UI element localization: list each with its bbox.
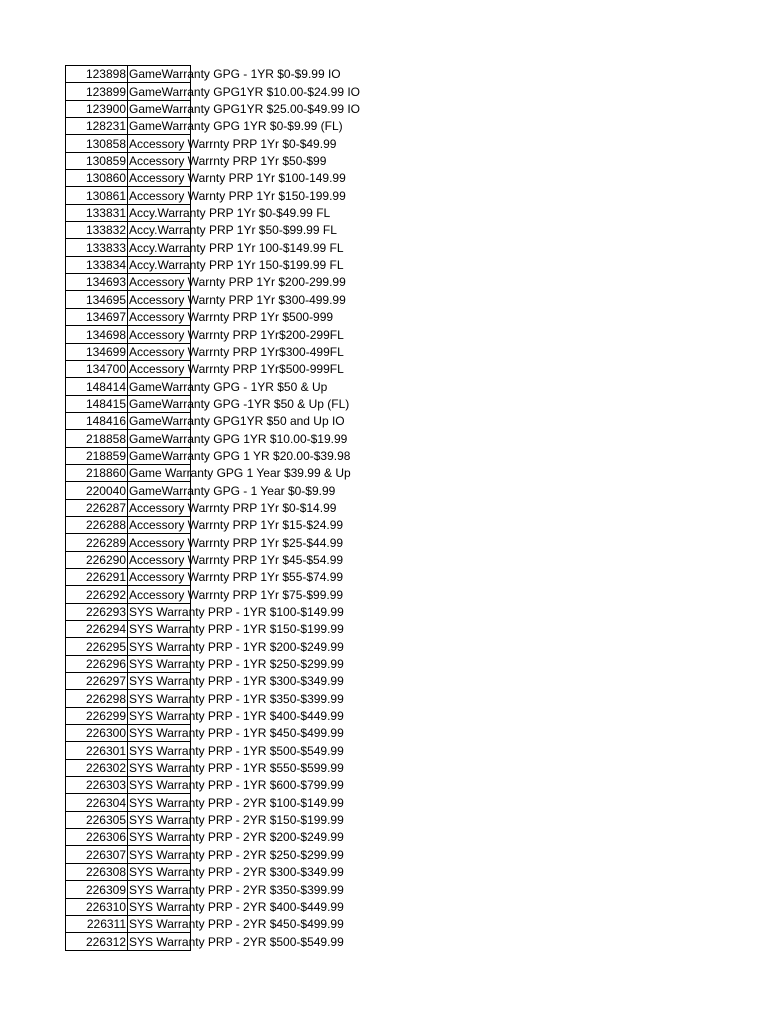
description-text: Accessory Warrnty PRP 1Yr $0-$49.99 [129,136,337,151]
description-cell[interactable] [128,412,345,429]
description-text: GameWarranty GPG -1YR $50 & Up (FL) [129,396,350,411]
table-row [66,464,191,481]
table-row [66,846,191,863]
table-row [66,603,191,620]
table-row [66,534,191,551]
sku-code-cell[interactable]: 133831 [66,204,128,221]
table-row [66,759,191,776]
description-cell[interactable] [128,742,344,759]
sku-code-cell[interactable]: 134700 [66,360,128,377]
sku-code-cell[interactable]: 218860 [66,464,128,481]
sku-code-cell[interactable]: 134697 [66,308,128,325]
description-cell[interactable] [128,170,346,187]
table-row [66,794,191,811]
description-text: Accessory Warnty PRP 1Yr $200-299.99 [129,275,346,290]
table-row [66,568,191,585]
description-cell[interactable] [128,777,344,794]
table-row [66,152,191,169]
sku-code-cell[interactable]: 226296 [66,655,128,672]
table-row [66,66,191,83]
description-cell[interactable] [128,291,346,308]
description-cell[interactable] [128,395,350,412]
sku-code-cell[interactable]: 226299 [66,707,128,724]
table-row [66,239,191,256]
table-row [66,204,191,221]
table-row [66,707,191,724]
table-row [66,118,191,135]
sku-code-cell[interactable]: 130860 [66,170,128,187]
description-text: GameWarranty GPG 1 YR $20.00-$39.98 [129,448,351,463]
table-row [66,621,191,638]
description-text: Accy.Warranty PRP 1Yr 100-$149.99 FL [129,240,344,255]
description-cell[interactable] [128,499,337,516]
description-cell[interactable] [128,464,351,481]
description-text: SYS Warranty PRP - 1YR $450-$499.99 [129,726,344,741]
table-row [66,933,191,950]
description-cell[interactable] [128,673,344,690]
description-text: Game Warranty GPG 1 Year $39.99 & Up [129,466,351,481]
description-cell[interactable] [128,638,344,655]
description-cell[interactable] [128,118,343,135]
sku-code-cell[interactable]: 226292 [66,586,128,603]
sku-code-cell[interactable]: 226287 [66,499,128,516]
table-row [66,135,191,152]
description-text: SYS Warranty PRP - 1YR $200-$249.99 [129,639,344,654]
table-row [66,742,191,759]
description-text: SYS Warranty PRP - 2YR $300-$349.99 [129,865,344,880]
sku-code-cell[interactable]: 226293 [66,603,128,620]
table-row [66,898,191,915]
sku-code-cell[interactable]: 134693 [66,274,128,291]
sku-code-cell[interactable]: 226294 [66,621,128,638]
description-cell[interactable] [128,482,336,499]
table-body [66,66,360,951]
table-row [66,187,191,204]
description-cell[interactable] [128,551,344,568]
description-text: GameWarranty GPG 1YR $10.00-$19.99 [129,431,348,446]
sku-code-cell[interactable]: 226290 [66,551,128,568]
description-cell[interactable] [128,690,344,707]
sku-code-cell[interactable]: 123899 [66,83,128,100]
sku-code-cell[interactable]: 123900 [66,100,128,117]
description-text: GameWarranty GPG - 1YR $0-$9.99 IO [129,67,341,82]
sku-code-cell[interactable]: 123898 [66,66,128,83]
table-row [66,256,191,273]
table-row [66,100,191,117]
description-text: Accy.Warranty PRP 1Yr $0-$49.99 FL [129,206,331,221]
description-cell[interactable] [128,430,348,447]
description-cell[interactable] [128,135,337,152]
sku-code-cell[interactable]: 226295 [66,638,128,655]
description-text: SYS Warranty PRP - 2YR $100-$149.99 [129,795,344,810]
description-text: SYS Warranty PRP - 1YR $250-$299.99 [129,657,344,672]
table-row [66,551,191,568]
table-row [66,412,191,429]
description-cell[interactable] [128,222,337,239]
table-row [66,430,191,447]
description-cell[interactable] [128,66,341,83]
table-row [66,83,191,100]
table-row [66,586,191,603]
sku-code-cell[interactable]: 226302 [66,759,128,776]
sku-code-cell[interactable]: 218858 [66,430,128,447]
sku-code-cell[interactable]: 226300 [66,725,128,742]
description-cell[interactable] [128,829,344,846]
sku-code-cell[interactable]: 226312 [66,933,128,950]
description-cell[interactable] [128,256,344,273]
table-row [66,308,191,325]
table-row [66,222,191,239]
description-text: Accessory Warrnty PRP 1Yr $50-$99 [129,154,327,169]
sku-code-cell[interactable]: 130859 [66,152,128,169]
description-text: Accessory Warrnty PRP 1Yr $55-$74.99 [129,570,344,585]
sku-code-cell[interactable]: 148415 [66,395,128,412]
sku-code-cell[interactable]: 226307 [66,846,128,863]
description-cell[interactable] [128,83,360,100]
description-text: SYS Warranty PRP - 1YR $550-$599.99 [129,761,344,776]
description-text: Accessory Warrnty PRP 1Yr $75-$99.99 [129,587,344,602]
table-row [66,638,191,655]
table-row [66,274,191,291]
description-text: Accessory Warrnty PRP 1Yr$500-999FL [129,362,344,377]
description-text: SYS Warranty PRP - 1YR $150-$199.99 [129,622,344,637]
description-text: SYS Warranty PRP - 1YR $300-$349.99 [129,674,344,689]
description-cell[interactable] [128,343,344,360]
description-cell[interactable] [128,898,344,915]
table-row [66,360,191,377]
description-cell[interactable] [128,933,344,950]
description-text: SYS Warranty PRP - 1YR $500-$549.99 [129,743,344,758]
sku-code-cell[interactable]: 134699 [66,343,128,360]
table-row [66,655,191,672]
sku-code-cell[interactable]: 226311 [66,915,128,932]
sku-code-cell[interactable]: 130861 [66,187,128,204]
description-text: Accessory Warrnty PRP 1Yr $25-$44.99 [129,535,344,550]
description-cell[interactable] [128,534,344,551]
description-text: Accessory Warrnty PRP 1Yr $45-$54.99 [129,552,344,567]
description-cell[interactable] [128,516,344,533]
description-text: Accessory Warrnty PRP 1Yr $0-$14.99 [129,500,337,515]
description-cell[interactable] [128,239,344,256]
description-cell[interactable] [128,725,344,742]
description-text: SYS Warranty PRP - 1YR $100-$149.99 [129,605,344,619]
description-text: SYS Warranty PRP - 1YR $600-$799.99 [129,778,344,793]
description-text: GameWarranty GPG - 1 Year $0-$9.99 [129,483,336,498]
sku-code-cell[interactable]: 226289 [66,534,128,551]
table-row [66,170,191,187]
description-cell[interactable] [128,811,344,828]
table-row [66,690,191,707]
warranty-sku-table [65,65,360,951]
table-row [66,291,191,308]
description-cell[interactable] [128,603,344,620]
table-row [66,395,191,412]
description-text: SYS Warranty PRP - 2YR $200-$249.99 [129,830,344,845]
sku-code-cell[interactable]: 226304 [66,794,128,811]
sku-code-cell[interactable]: 148414 [66,378,128,395]
description-cell[interactable] [128,863,344,880]
description-text: Accessory Warnty PRP 1Yr $300-499.99 [129,292,346,307]
sku-code-cell[interactable]: 226310 [66,898,128,915]
description-cell[interactable] [128,846,344,863]
description-text: SYS Warranty PRP - 2YR $450-$499.99 [129,917,344,932]
description-text: GameWarranty GPG1YR $25.00-$49.99 IO [129,102,360,117]
description-cell[interactable] [128,586,344,603]
description-text: Accy.Warranty PRP 1Yr $50-$99.99 FL [129,223,337,238]
sku-code-cell[interactable]: 226303 [66,777,128,794]
description-cell[interactable] [128,655,344,672]
sku-code-cell[interactable]: 226309 [66,881,128,898]
table-row [66,326,191,343]
sku-code-cell[interactable]: 226298 [66,690,128,707]
table-row [66,811,191,828]
sku-code-cell[interactable]: 226301 [66,742,128,759]
description-text: SYS Warranty PRP - 2YR $400-$449.99 [129,899,344,914]
sku-code-cell[interactable]: 133832 [66,222,128,239]
sku-code-cell[interactable]: 128231 [66,118,128,135]
description-cell[interactable] [128,187,346,204]
description-text: GameWarranty GPG1YR $10.00-$24.99 IO [129,84,360,99]
description-text: GameWarranty GPG1YR $50 and Up IO [129,414,345,429]
description-text: SYS Warranty PRP - 2YR $500-$549.99 [129,934,344,949]
description-cell[interactable] [128,794,344,811]
sku-code-cell[interactable]: 226305 [66,811,128,828]
description-text: Accessory Warnty PRP 1Yr $100-149.99 [129,171,346,186]
sku-code-cell[interactable]: 226306 [66,829,128,846]
sku-code-cell[interactable]: 133833 [66,239,128,256]
description-cell[interactable] [128,568,344,585]
description-cell[interactable] [128,915,344,932]
table-row [66,378,191,395]
description-text: SYS Warranty PRP - 1YR $350-$399.99 [129,691,344,706]
description-cell[interactable] [128,707,344,724]
table-row [66,829,191,846]
description-text: Accessory Warnty PRP 1Yr $150-199.99 [129,188,346,203]
description-cell[interactable] [128,308,334,325]
description-text: Accy.Warranty PRP 1Yr 150-$199.99 FL [129,258,344,273]
sku-code-cell[interactable]: 134698 [66,326,128,343]
description-cell[interactable] [128,378,328,395]
sku-code-cell[interactable]: 226308 [66,863,128,880]
description-cell[interactable] [128,204,331,221]
sku-code-cell[interactable]: 133834 [66,256,128,273]
sku-code-cell[interactable]: 226291 [66,568,128,585]
sku-code-cell[interactable]: 226288 [66,516,128,533]
description-text: Accessory Warrnty PRP 1Yr $500-999 [129,310,334,325]
table-row [66,777,191,794]
description-text: Accessory Warrnty PRP 1Yr$200-299FL [129,327,344,342]
table-row [66,482,191,499]
table-row [66,881,191,898]
description-cell[interactable] [128,326,344,343]
description-text: Accessory Warrnty PRP 1Yr $15-$24.99 [129,518,344,533]
table-row [66,863,191,880]
description-cell[interactable] [128,152,327,169]
description-cell[interactable] [128,360,344,377]
table-row [66,915,191,932]
description-cell[interactable] [128,621,344,638]
table-row [66,673,191,690]
table-row [66,499,191,516]
description-cell[interactable] [128,274,346,291]
sku-code-cell[interactable]: 130858 [66,135,128,152]
description-cell[interactable] [128,447,351,464]
table-row [66,725,191,742]
description-text: SYS Warranty PRP - 2YR $150-$199.99 [129,813,344,828]
description-cell[interactable] [128,881,344,898]
sku-code-cell[interactable]: 218859 [66,447,128,464]
description-cell[interactable] [128,759,344,776]
table-row [66,343,191,360]
description-text: SYS Warranty PRP - 2YR $250-$299.99 [129,847,344,862]
sku-code-cell[interactable]: 148416 [66,412,128,429]
description-cell[interactable] [128,100,360,117]
table-row [66,447,191,464]
table-row [66,516,191,533]
description-text: SYS Warranty PRP - 1YR $400-$449.99 [129,709,344,724]
sku-code-cell[interactable]: 226297 [66,673,128,690]
description-text: GameWarranty GPG - 1YR $50 & Up [129,379,328,394]
description-text: Accessory Warrnty PRP 1Yr$300-499FL [129,344,344,359]
sku-code-cell[interactable]: 220040 [66,482,128,499]
sku-code-cell[interactable]: 134695 [66,291,128,308]
description-text: GameWarranty GPG 1YR $0-$9.99 (FL) [129,119,343,134]
description-text: SYS Warranty PRP - 2YR $350-$399.99 [129,882,344,897]
